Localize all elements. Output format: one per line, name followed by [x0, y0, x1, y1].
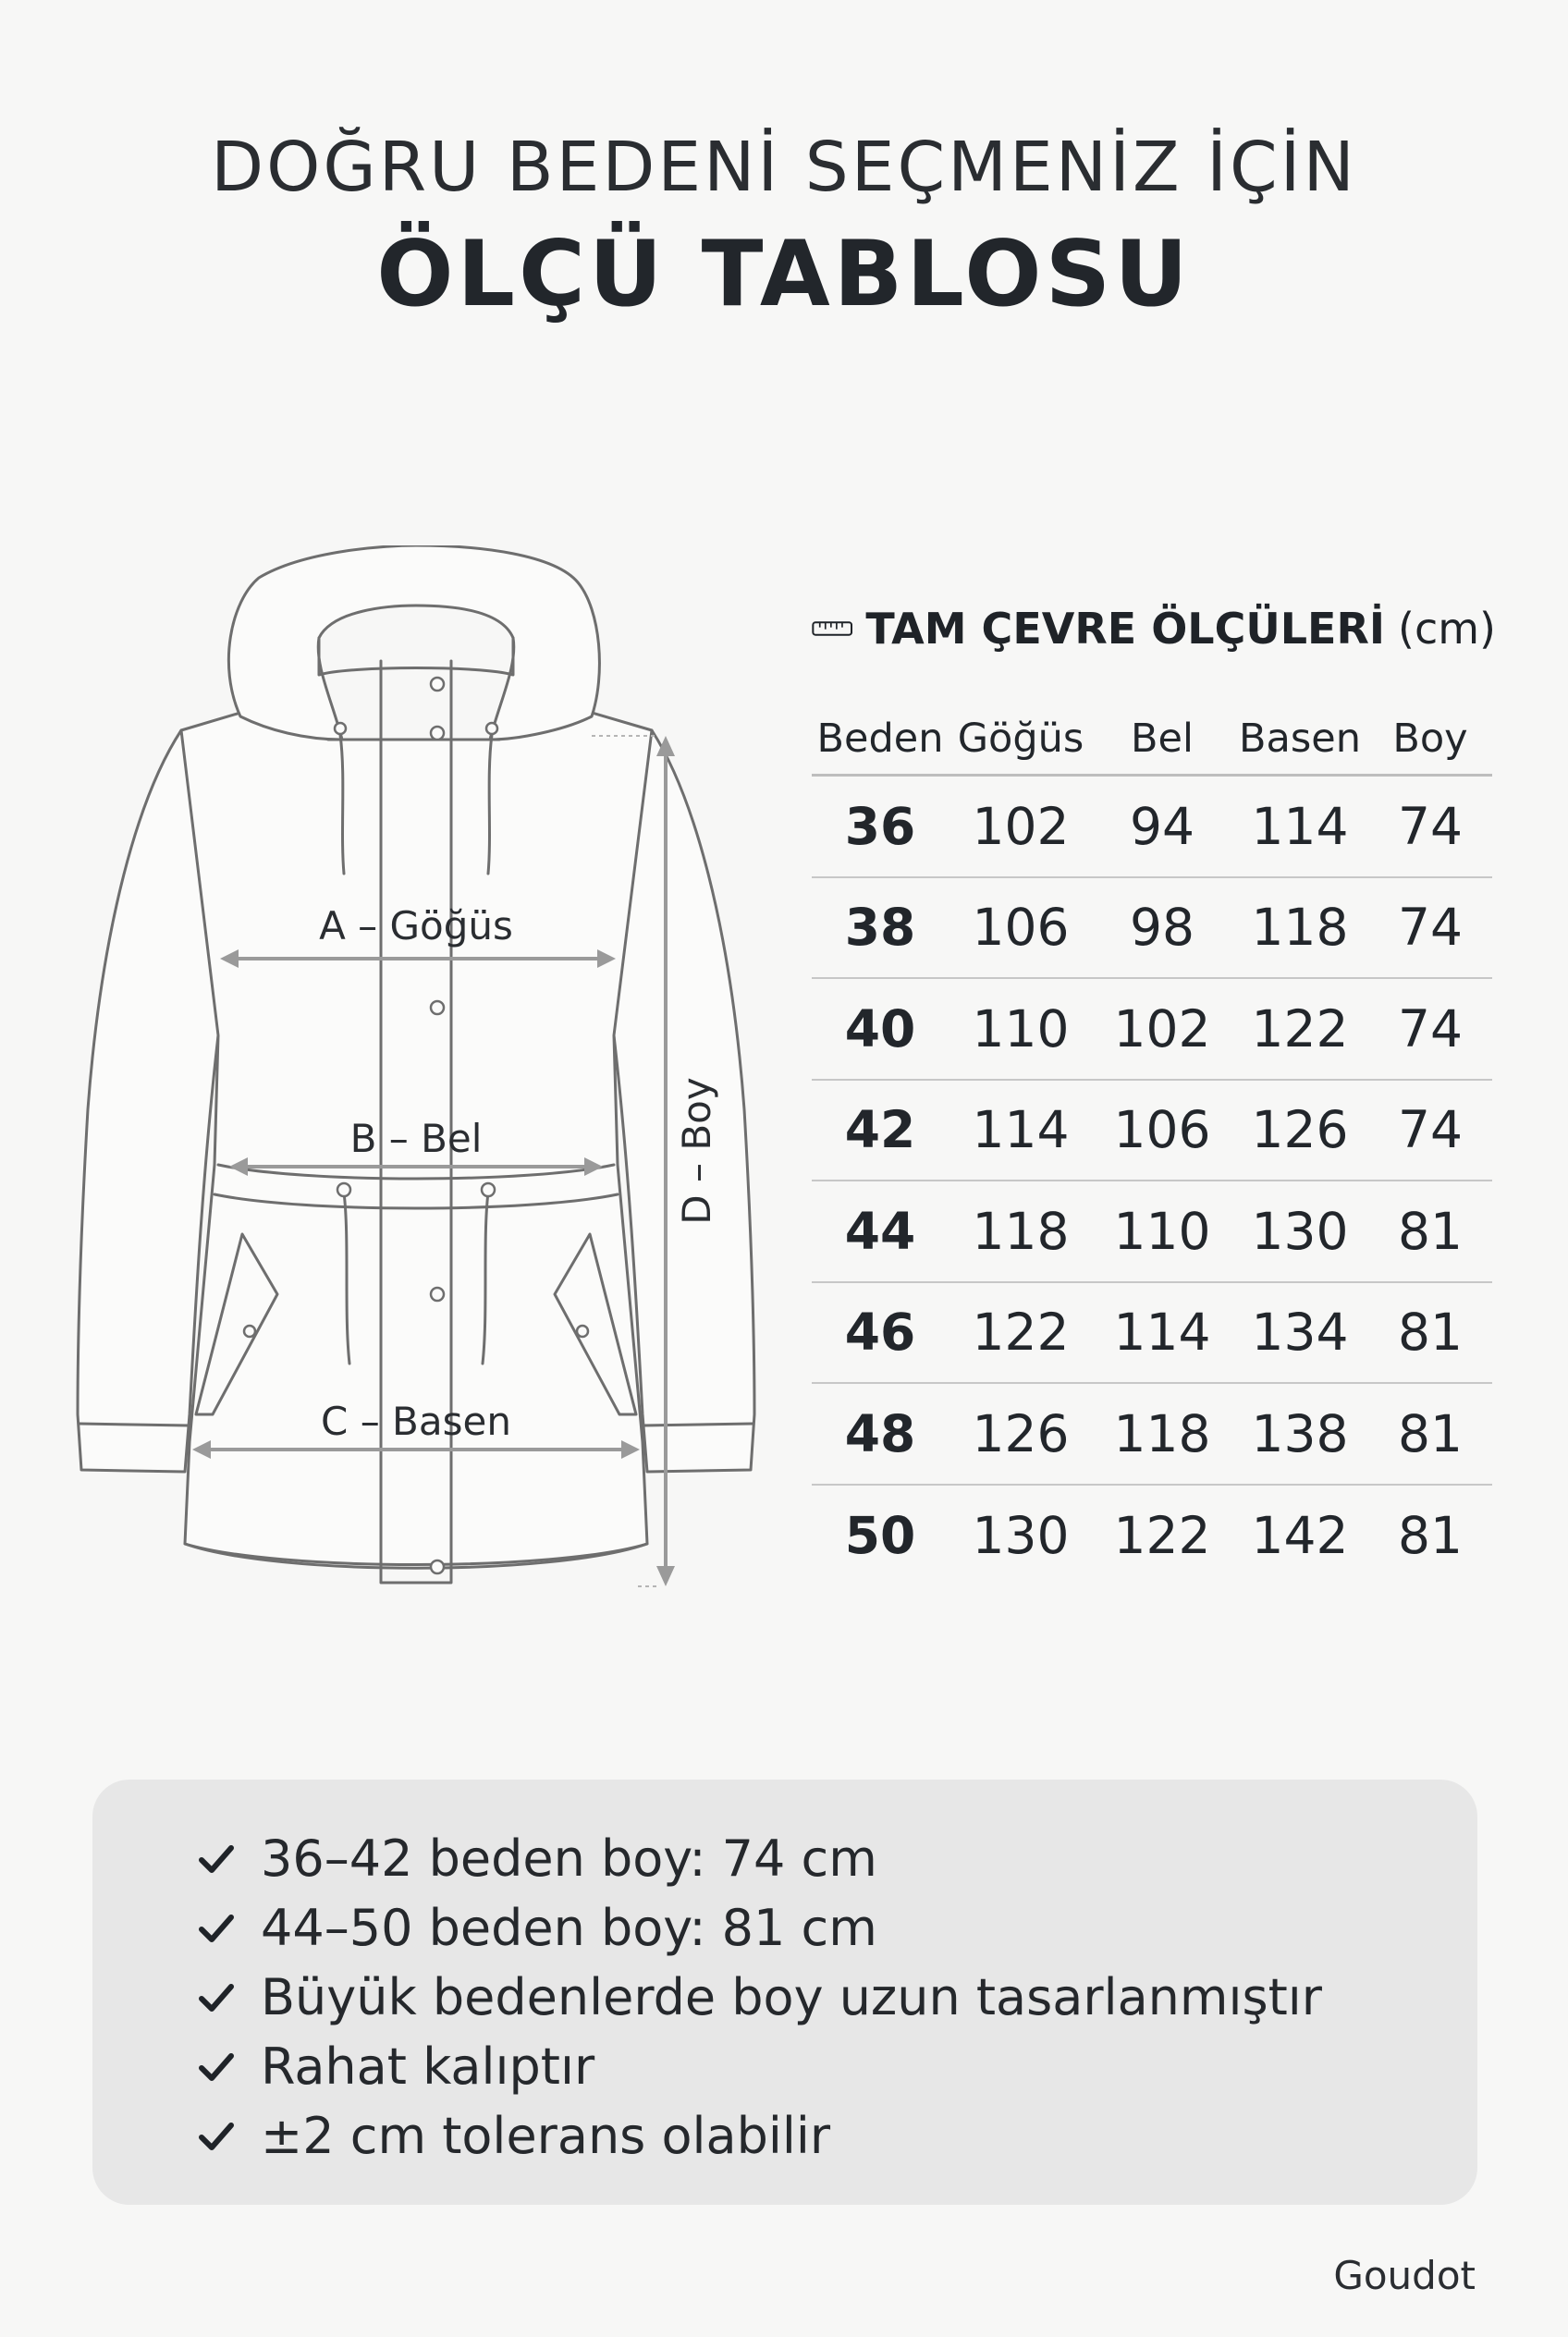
size-cell: 40: [844, 998, 916, 1058]
notes-box: [92, 1780, 1477, 2205]
measure-cell: 118: [972, 1201, 1070, 1261]
table-row: [812, 1486, 1492, 1587]
jacket-diagram: [65, 545, 767, 1609]
note-text: 44–50 beden boy: 81 cm: [261, 1899, 877, 1957]
measure-cell: 138: [1251, 1403, 1349, 1463]
table-row: [812, 1181, 1492, 1283]
page-subtitle: DOĞRU BEDENİ SEÇMENİZ İÇİN: [211, 128, 1357, 207]
note-text: ±2 cm tolerans olabilir: [261, 2107, 831, 2165]
table-heading: [812, 596, 1496, 661]
check-icon: [196, 2116, 237, 2157]
size-cell: 36: [844, 796, 916, 856]
size-cell: 48: [844, 1403, 916, 1463]
measure-cell: 74: [1398, 1100, 1463, 1160]
measure-cell: 74: [1398, 898, 1463, 958]
measure-cell: 114: [1113, 1303, 1211, 1363]
measure-cell: 81: [1398, 1506, 1463, 1566]
measure-cell: 106: [1113, 1100, 1211, 1160]
column-header: Bel: [1131, 715, 1194, 762]
note-text: Rahat kalıptır: [261, 2037, 595, 2096]
measure-cell: 130: [1251, 1201, 1349, 1261]
size-cell: 44: [844, 1201, 916, 1261]
size-table: [812, 703, 1492, 1586]
measure-cell: 74: [1398, 998, 1463, 1058]
table-row: [812, 777, 1492, 878]
ruler-icon: [812, 615, 852, 642]
check-icon: [196, 1839, 237, 1879]
table-row: [812, 1384, 1492, 1486]
note-item: [196, 1893, 1477, 1963]
measure-cell: 81: [1398, 1303, 1463, 1363]
note-text: Büyük bedenlerde boy uzun tasarlanmıştır: [261, 1968, 1323, 2026]
page-title: ÖLÇÜ TABLOSU: [376, 222, 1192, 327]
table-header-row: [812, 703, 1492, 777]
column-header: Göğüs: [957, 715, 1084, 762]
table-row: [812, 878, 1492, 980]
note-item: [196, 2101, 1477, 2171]
check-icon: [196, 2047, 237, 2087]
notes-list: [196, 1824, 1477, 2171]
measure-cell: 114: [1251, 796, 1349, 856]
measure-cell: 114: [972, 1100, 1070, 1160]
size-cell: 38: [844, 898, 916, 958]
measure-cell: 81: [1398, 1201, 1463, 1261]
measure-cell: 142: [1251, 1506, 1349, 1566]
note-text: 36–42 beden boy: 74 cm: [261, 1829, 877, 1888]
size-cell: 50: [844, 1506, 916, 1566]
brand-name: Goudot: [1333, 2253, 1476, 2298]
table-row: [812, 979, 1492, 1081]
note-item: [196, 1824, 1477, 1893]
label-hip: C – Basen: [321, 1399, 511, 1444]
measure-cell: 98: [1130, 898, 1194, 958]
measure-cell: 118: [1251, 898, 1349, 958]
measure-cell: 106: [972, 898, 1070, 958]
measure-cell: 102: [1113, 998, 1211, 1058]
measure-cell: 118: [1113, 1403, 1211, 1463]
measure-cell: 94: [1130, 796, 1194, 856]
measure-cell: 122: [1113, 1506, 1211, 1566]
table-title: TAM ÇEVRE ÖLÇÜLERİ: [865, 604, 1385, 654]
label-length: D – Boy: [674, 1077, 719, 1225]
measure-cell: 126: [972, 1403, 1070, 1463]
measure-cell: 110: [1113, 1201, 1211, 1261]
table-row: [812, 1081, 1492, 1182]
size-cell: 42: [844, 1100, 916, 1160]
size-cell: 46: [844, 1303, 916, 1363]
column-header: Basen: [1239, 715, 1361, 762]
measure-cell: 130: [972, 1506, 1070, 1566]
measure-cell: 81: [1398, 1403, 1463, 1463]
column-header: Boy: [1392, 715, 1468, 762]
column-header: Beden: [816, 715, 944, 762]
check-icon: [196, 1977, 237, 2018]
measure-cell: 134: [1251, 1303, 1349, 1363]
measure-cell: 122: [1251, 998, 1349, 1058]
measure-cell: 122: [972, 1303, 1070, 1363]
table-row: [812, 1283, 1492, 1385]
measure-cell: 74: [1398, 796, 1463, 856]
note-item: [196, 1963, 1477, 2032]
table-unit: (cm): [1398, 604, 1496, 654]
hood: [228, 545, 599, 740]
label-waist: B – Bel: [349, 1116, 483, 1161]
measure-cell: 126: [1251, 1100, 1349, 1160]
table-body: [812, 777, 1492, 1586]
measure-cell: 110: [972, 998, 1070, 1058]
label-chest: A – Göğüs: [319, 903, 513, 948]
check-icon: [196, 1908, 237, 1949]
measure-cell: 102: [972, 796, 1070, 856]
note-item: [196, 2032, 1477, 2101]
